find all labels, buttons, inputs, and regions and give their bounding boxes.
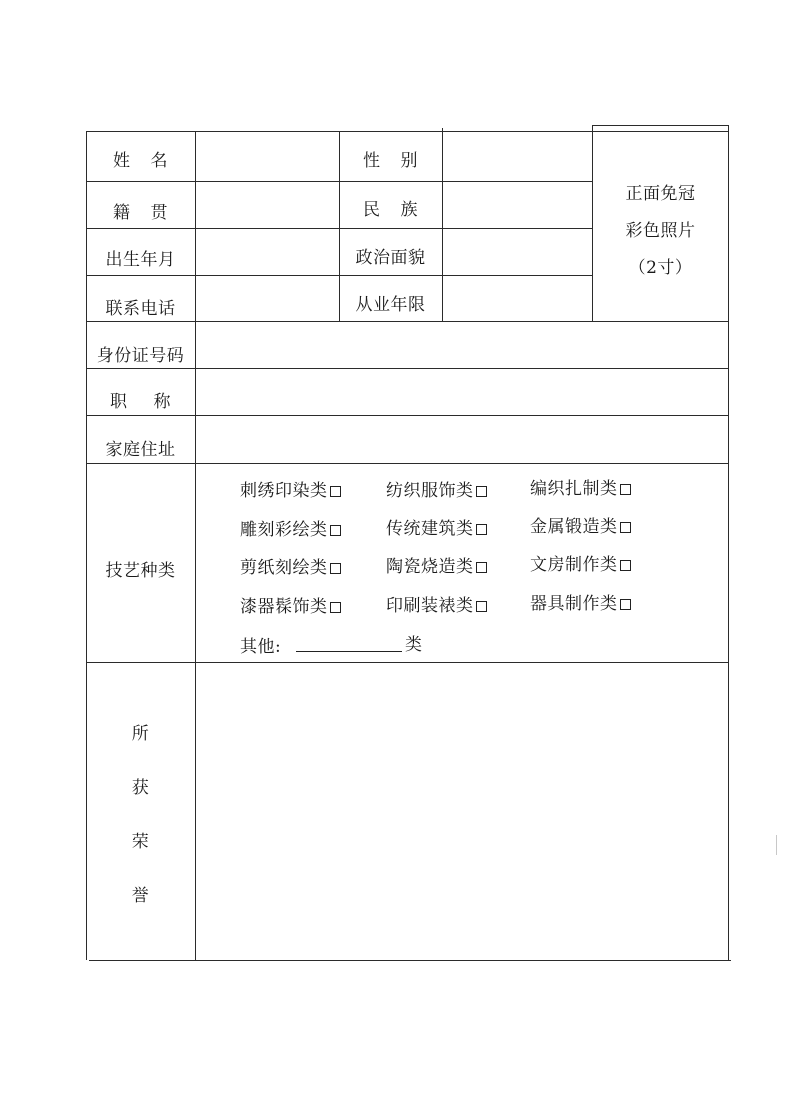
title-input[interactable]: [196, 369, 727, 414]
photo-hint-line2: 彩色照片: [625, 221, 696, 241]
table-right-border: [728, 125, 729, 960]
ethnicity-label: 民 族: [363, 200, 418, 220]
gender-label: 性 别: [363, 151, 418, 171]
years-label: 从业年限: [355, 295, 426, 315]
checkbox[interactable]: [330, 602, 341, 613]
craft-option[interactable]: 印刷装裱类: [386, 591, 487, 616]
birth-label: 出生年月: [105, 250, 176, 270]
address-label: 家庭住址: [105, 440, 176, 460]
phone-label: 联系电话: [105, 299, 176, 319]
address-input[interactable]: [196, 416, 727, 462]
checkbox[interactable]: [620, 522, 631, 533]
other-suffix: 类: [405, 635, 423, 655]
political-input[interactable]: [443, 229, 591, 274]
craft-option[interactable]: 陶瓷烧造类: [386, 552, 487, 577]
birth-input[interactable]: [196, 229, 338, 274]
photo-box: [593, 126, 728, 321]
craft-option[interactable]: 传统建筑类: [386, 514, 487, 539]
years-input[interactable]: [443, 276, 591, 320]
craft-option[interactable]: 文房制作类: [530, 550, 631, 575]
name-input[interactable]: [196, 132, 338, 180]
craft-option[interactable]: 漆器髹饰类: [240, 592, 341, 617]
phone-input[interactable]: [196, 276, 338, 320]
craft-option[interactable]: 纺织服饰类: [386, 476, 487, 501]
native-place-label: 籍 贯: [113, 203, 168, 223]
scan-edge-mark: [776, 835, 777, 855]
checkbox[interactable]: [330, 525, 341, 536]
photo-hint-line1: 正面免冠: [625, 184, 696, 204]
id-input[interactable]: [196, 322, 727, 367]
checkbox[interactable]: [620, 484, 631, 495]
native-place-input[interactable]: [196, 182, 338, 227]
table-bottom-border: [89, 960, 731, 961]
title-label: 职 称: [110, 392, 171, 412]
craft-option[interactable]: 剪纸刻绘类: [240, 553, 341, 578]
checkbox[interactable]: [476, 524, 487, 535]
craft-option[interactable]: 雕刻彩绘类: [240, 515, 341, 540]
checkbox[interactable]: [330, 563, 341, 574]
name-label: 姓 名: [113, 151, 168, 171]
other-prefix: 其他:: [240, 637, 282, 657]
id-label: 身份证号码: [96, 346, 185, 366]
checkbox[interactable]: [476, 601, 487, 612]
honors-input[interactable]: [196, 663, 727, 959]
political-label: 政治面貌: [355, 248, 426, 268]
craft-option[interactable]: 刺绣印染类: [240, 476, 341, 501]
craft-label: 技艺种类: [105, 561, 176, 581]
checkbox[interactable]: [620, 560, 631, 571]
checkbox[interactable]: [620, 599, 631, 610]
checkbox[interactable]: [476, 562, 487, 573]
craft-option[interactable]: 器具制作类: [530, 589, 631, 614]
checkbox[interactable]: [330, 486, 341, 497]
craft-option[interactable]: 编织扎制类: [530, 474, 631, 499]
photo-hint-line3: （2寸）: [628, 258, 693, 278]
other-input[interactable]: [296, 651, 402, 652]
gender-input[interactable]: [443, 132, 591, 180]
ethnicity-input[interactable]: [443, 182, 591, 227]
checkbox[interactable]: [476, 486, 487, 497]
craft-option[interactable]: 金属锻造类: [530, 512, 631, 537]
